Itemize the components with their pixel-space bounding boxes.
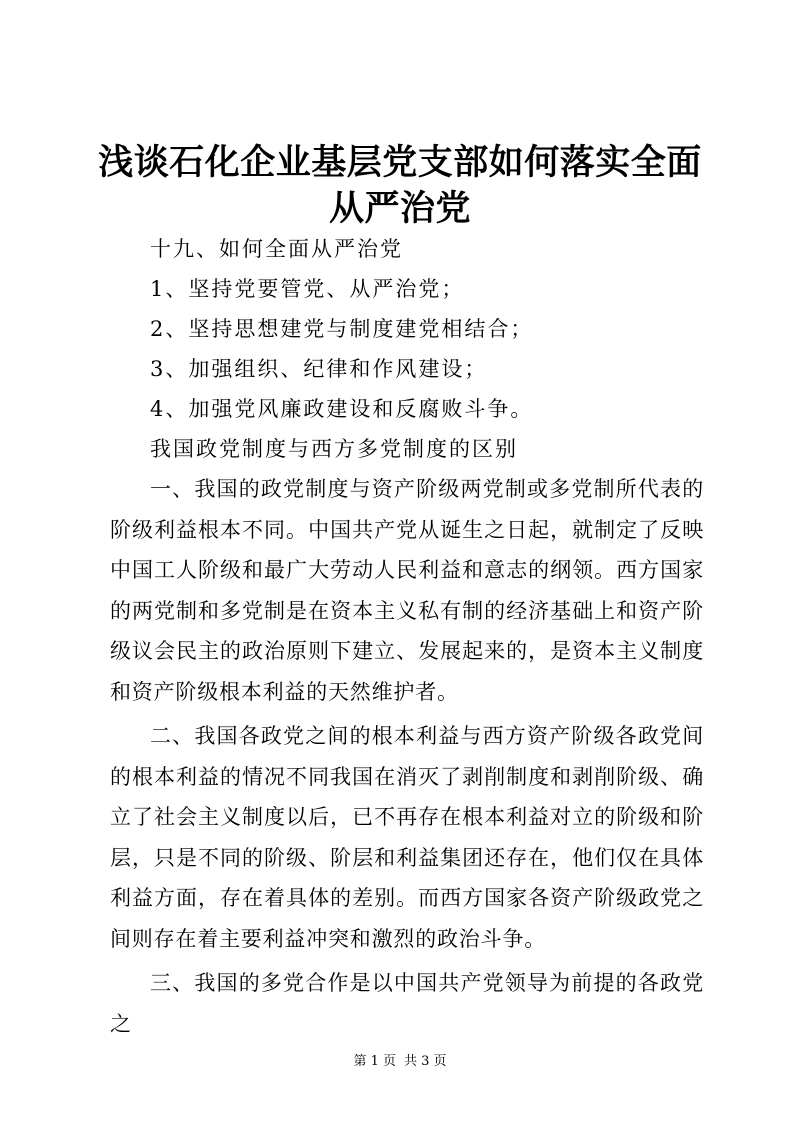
list-item: 4、加强党风廉政建设和反腐败斗争。 — [150, 397, 534, 421]
paragraph: 三、我国的多党合作是以中国共产党领导为前提的各政党之 — [110, 971, 704, 1036]
section-heading: 十九、如何全面从严治党 — [150, 237, 403, 261]
document-body — [110, 229, 704, 1044]
list-item: 2、坚持思想建党与制度建党相结合； — [150, 317, 534, 341]
paragraph: 一、我国的政党制度与资产阶级两党制或多党制所代表的阶级利益根本不同。中国共产党从诞生之日起，就制定了反映中国工人阶级和最广大劳动人民利益和意志的纲领。西方国家的两党制和多党制是在资本主义私有制的经济基础上和资产阶级议会民主的政治原则下建立、发展起来的，是资本主义制度和资产阶级根本利益的天然维护者。 — [110, 477, 704, 704]
paragraph: 二、我国各政党之间的根本利益与西方资产阶级各政党间的根本利益的情况不同我国在消灭了剥削制度和剥削阶级、确立了社会主义制度以后，已不再存在根本利益对立的阶级和阶层，只是不同的阶级、阶层和利益集团还存在，他们仅在具体利益方面，存在着具体的差别。而西方国家各资产阶级政党之间则存在着主要利益冲突和激烈的政治斗争。 — [110, 724, 704, 951]
document-title: 浅谈石化企业基层党支部如何落实全面从严治党 — [98, 142, 702, 229]
section-heading: 我国政党制度与西方多党制度的区别 — [150, 437, 518, 461]
page-number: 第 1 页 — [353, 1054, 396, 1069]
page-total: 共 3 页 — [404, 1054, 447, 1069]
list-item: 3、加强组织、纪律和作风建设； — [150, 357, 488, 381]
page-footer — [0, 1053, 800, 1071]
list-item: 1、坚持党要管党、从严治党； — [150, 277, 465, 301]
